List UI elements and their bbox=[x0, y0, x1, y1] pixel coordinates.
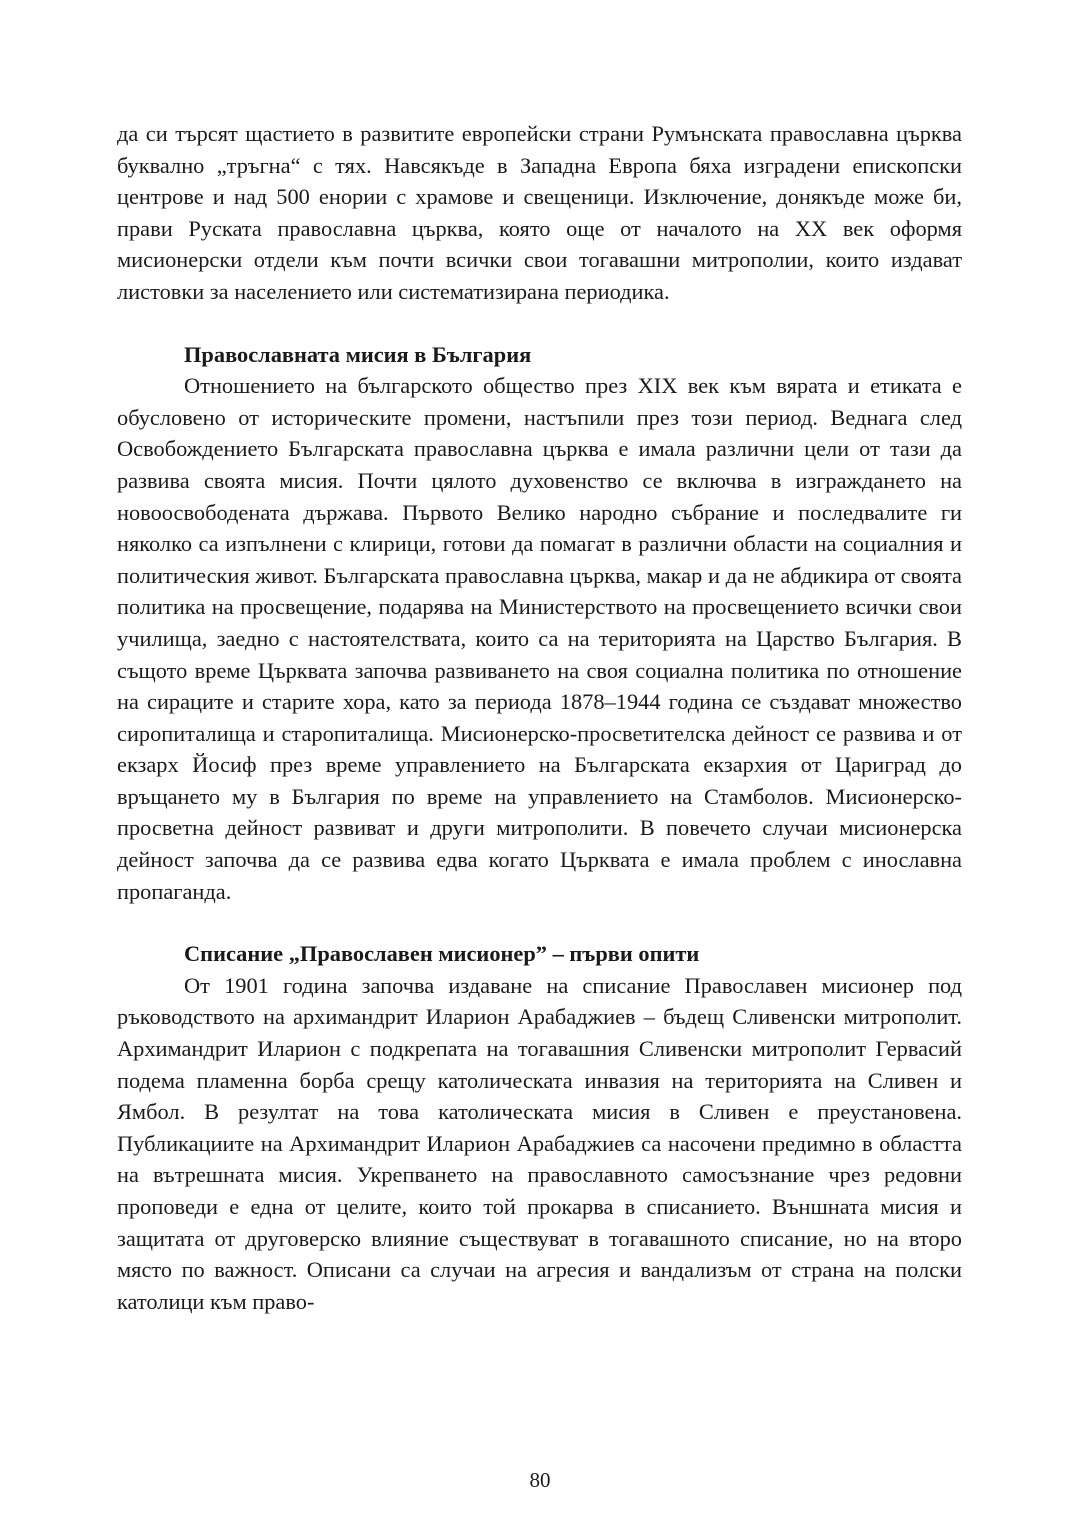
section-heading-orthodox-mission: Православната мисия в България bbox=[184, 341, 532, 367]
section-paragraph-orthodox-mission: Отношението на българското общество през XIX век към вярата и етиката е обусловено от историческите промени, настъпили през този период. Веднага след Освобождението Българската православна църква е имала различни цели от тази да развива своята мисия. Почти цялото духовенство се включва в изграждането на новоосвободената държава. Първото Велико народно събрание и последвалите ги няколко са изпълнени с клирици, готови да помагат в различни области на социалния и политическия живот. Българската православна църква, макар и да не абдикира от своята политика на просвещение, подарява на Министерството на просвещението всички свои училища, заедно с настоятелствата, които са на територията на Царство България. В същото време Църквата започва развиването на своя социална политика по отношение на сираците и старите хора, като за периода 1878–1944 година се създават множество сиропиталища и старопиталища. Мисионерско-просветителска дейност се развива и от екзарх Йосиф през време управлението на Българската екзархия от Цариград до връщането му в България по време на управлението на Стамболов. Мисионерско-просветна дейност развиват и други митрополити. В повечето случаи мисионерска дейност започва да се развива едва когато Църквата е имала проблем с инославна пропаганда. bbox=[117, 373, 962, 904]
page-body bbox=[117, 118, 962, 1317]
page-number: 80 bbox=[529, 1468, 551, 1492]
section-heading-missionary-journal: Списание „Православен мисионер” – първи опити bbox=[184, 941, 700, 967]
section-paragraph-missionary-journal: От 1901 година започва издаване на списание Православен мисионер под ръководството на архимандрит Иларион Арабаджиев – бъдещ Сливенски митрополит. Архимандрит Иларион с подкрепата на тогавашния Сливенски митрополит Гервасий подема пламенна борба срещу католическата инвазия на територията на Сливен и Ямбол. В резултат на това католическата мисия в Сливен е преустановена. Публикациите на Архимандрит Иларион Арабаджиев са насочени предимно в областта на вътрешната мисия. Укрепването на православното самосъзнание чрез редовни проповеди е една от целите, които той прокарва в списанието. Външната мисия и защитата от друговерско влияние съществуват в тогавашното списание, но на второ място по важност. Описани са случаи на агресия и вандализъм от страна на полски католици към право- bbox=[117, 972, 962, 1314]
intro-paragraph: да си търсят щастието в развитите европейски страни Румънската православна църква буквално „тръгна“ с тях. Навсякъде в Западна Европа бяха изградени епископски центрове и над 500 енории с храмове и свещеници. Изключение, донякъде може би, прави Руската православна църква, която още от началото на XX век оформя мисионерски отдели към почти всички свои тогавашни митрополии, които издават листовки за населението или систематизирана периодика. bbox=[117, 121, 962, 304]
